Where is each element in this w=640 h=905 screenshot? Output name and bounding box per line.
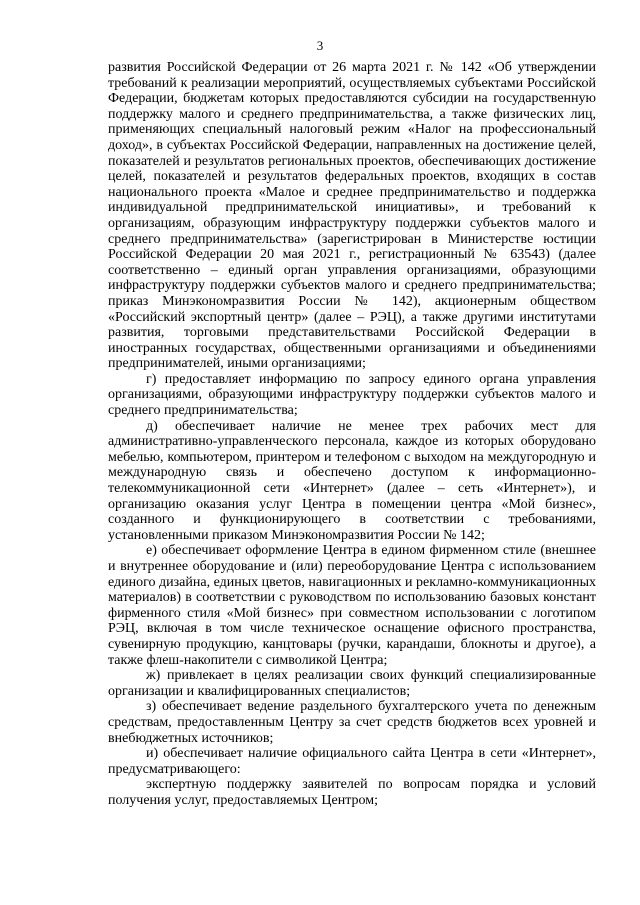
- paragraph-item-g: г) предоставляет информацию по запросу единого органа управления организациями, образующими инфраструктуру поддержки субъектов малого и среднего предпринимательства;: [108, 371, 596, 419]
- paragraph-continuation: развития Российской Федерации от 26 марта 2021 г. № 142 «Об утверждении требований к реализации мероприятий, осуществляемых субъектами Российской Федерации, бюджетам которых предоставляются субсидии на государственную поддержку малого и среднего предпринимательства, а также физических лиц, применяющих специальный налоговый режим «Налог на профессиональный доход», в субъектах Российской Федерации, направленных на достижение целей, показателей и результатов региональных проектов, обеспечивающих достижение целей, показателей и результатов федеральных проектов, входящих в состав национального проекта «Малое и среднее предпринимательство и поддержка индивидуальной предпринимательской инициативы», и требований к организациям, образующим инфраструктуру поддержки субъектов малого и среднего предпринимательства» (зарегистрирован в Министерстве юстиции Российской Федерации 20 мая 2021 г., регистрационный № 63543) (далее соответственно – единый орган управления организациями, образующими инфраструктуру поддержки субъектов малого и среднего предпринимательства; приказ Минэкономразвития России № 142), акционерным обществом «Российский экспортный центр» (далее – РЭЦ), а также другими институтами развития, торговыми представительствами Российской Федерации в иностранных государствах, общественными организациями и объединениями предпринимателей, иными организациями;: [108, 60, 596, 372]
- paragraph-item-zh: ж) привлекает в целях реализации своих функций специализированные организации и квалифицированных специалистов;: [108, 668, 596, 699]
- page-number: 3: [316, 38, 324, 53]
- paragraph-subitem-expert-support: экспертную поддержку заявителей по вопросам порядка и условий получения услуг, предоставляемых Центром;: [108, 777, 596, 808]
- document-body: [108, 60, 596, 809]
- paragraph-item-d: д) обеспечивает наличие не менее трех рабочих мест для административно-управленческого персонала, каждое из которых оборудовано мебелью, компьютером, принтером и телефоном с выходом на междугородную и международную связь и обеспечено доступом к информационно-телекоммуникационной сети «Интернет» (далее – сеть «Интернет»), и организацию оказания услуг Центра в помещении центра «Мой бизнес», созданного и функционирующего в соответствии с требованиями, установленными приказом Минэкономразвития России № 142;: [108, 418, 596, 543]
- paragraph-item-i: и) обеспечивает наличие официального сайта Центра в сети «Интернет», предусматривающего:: [108, 746, 596, 777]
- paragraph-item-z: з) обеспечивает ведение раздельного бухгалтерского учета по денежным средствам, предоставленным Центру за счет средств бюджетов всех уровней и внебюджетных источников;: [108, 699, 596, 746]
- paragraph-item-e: е) обеспечивает оформление Центра в едином фирменном стиле (внешнее и внутреннее оборудование и (или) переоборудование Центра с использованием единого дизайна, единых цветов, навигационных и рекламно-коммуникационных материалов) в соответствии с руководством по использованию базовых констант фирменного стиля «Мой бизнес» при совместном использовании с логотипом РЭЦ, включая в том числе техническое оснащение офисного пространства, сувенирную продукцию, канцтовары (ручки, карандаши, блокноты и другое), а также флеш-накопители с символикой Центра;: [108, 543, 596, 668]
